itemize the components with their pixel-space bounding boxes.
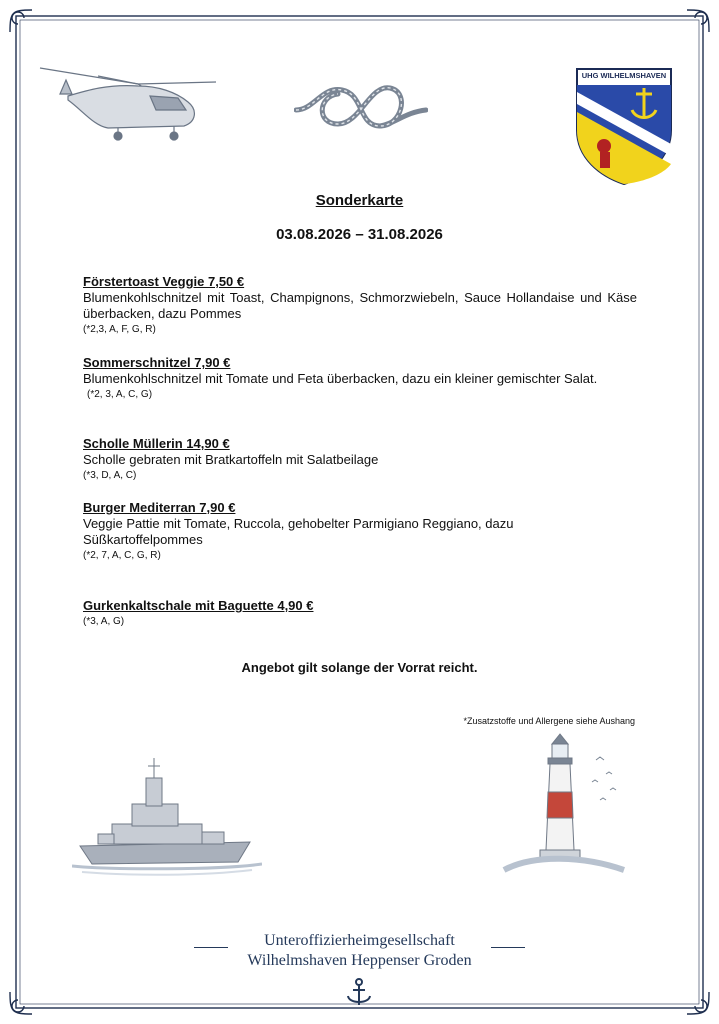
menu-item-allergens: (*3, D, A, C) (83, 470, 137, 481)
menu-item-description: Veggie Pattie mit Tomate, Ruccola, gehobelter Parmigiano Reggiano, dazu Süßkartoffelpommes (83, 516, 514, 547)
menu-item-allergens: (*2, 3, A, C, G) (87, 389, 153, 400)
menu-item (83, 355, 637, 402)
menu-item-allergens: (*2, 7, A, C, G, R) (83, 550, 161, 561)
allergen-footnote: *Zusatzstoffe und Allergene siehe Aushang (463, 716, 635, 726)
helicopter-illustration (38, 54, 218, 144)
footer-org-line2: Wilhelmshaven Heppenser Groden (247, 952, 472, 969)
menu-item (83, 500, 637, 563)
menu-item-name: Gurkenkaltschale mit Baguette 4,90 € (83, 598, 314, 613)
menu-item-description: Scholle gebraten mit Bratkartoffeln mit Salatbeilage (83, 452, 379, 467)
rope-knot-illustration (294, 80, 428, 134)
menu-item-name: Burger Mediterran 7,90 € (83, 500, 236, 515)
crest-title: UHG WILHELMSHAVEN (581, 71, 667, 80)
menu-item-allergens: (*2,3, A, F, G, R) (83, 324, 156, 335)
menu-item-description: Blumenkohlschnitzel mit Tomate und Feta überbacken, dazu ein kleiner gemischter Salat. (83, 371, 598, 386)
menu-item (83, 274, 637, 337)
menu-title: Sonderkarte (315, 192, 404, 209)
menu-item (83, 436, 637, 483)
warship-illustration (72, 748, 262, 878)
date-range: 03.08.2026 – 31.08.2026 (276, 226, 443, 243)
menu-item-name: Scholle Müllerin 14,90 € (83, 436, 230, 451)
anchor-icon (345, 978, 373, 1008)
club-crest (574, 66, 674, 186)
availability-notice: Angebot gilt solange der Vorrat reicht. (241, 660, 478, 675)
footer-org-line1: Unteroffizierheimgesellschaft (264, 932, 455, 949)
menu-item-allergens: (*3, A, G) (83, 616, 125, 627)
lighthouse-illustration (484, 730, 634, 890)
menu-item-description: Blumenkohlschnitzel mit Toast, Champignons, Schmorzwiebeln, Sauce Hollandaise und Käse überbacken, dazu Pommes (83, 290, 637, 321)
menu-item-name: Sommerschnitzel 7,90 € (83, 355, 231, 370)
menu-item (83, 598, 637, 629)
menu-item-name: Förstertoast Veggie 7,50 € (83, 274, 245, 289)
